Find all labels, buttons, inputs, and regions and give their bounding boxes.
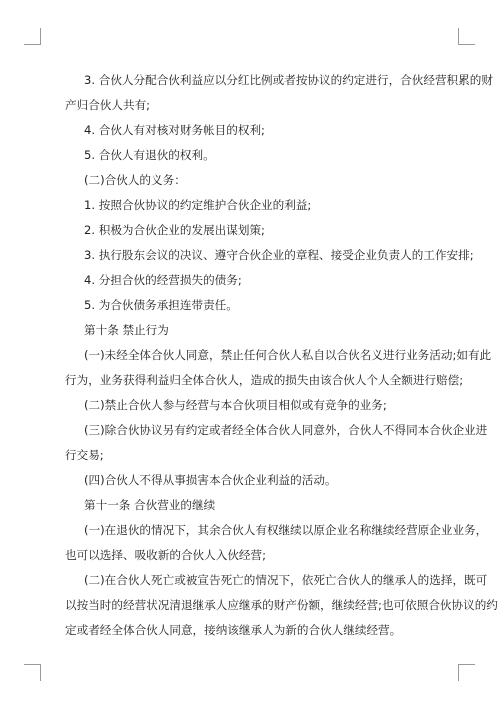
text-line: 1. 按照合伙协议的约定维护合伙企业的利益; (84, 198, 312, 212)
text-line: 也可以选择、吸收新的合伙人入伙经营; (65, 548, 267, 562)
text-line: 行交易; (65, 448, 104, 462)
text-line: (一)在退伙的情况下，其余合伙人有权继续以原企业名称继续经营原企业业务， (84, 523, 488, 537)
text-line: (一)未经全体合伙人同意，禁止任何合伙人私自以合伙名义进行业务活动;如有此 (84, 348, 492, 362)
text-line: 4. 分担合伙的经营损失的债务; (84, 273, 242, 287)
article-heading: 第十条 禁止行为 (84, 323, 169, 337)
text-line: (二)禁止合伙人参与经营与本合伙项目相似或有竞争的业务; (84, 398, 387, 412)
text-line: 4. 合伙人有对核对财务帐目的权利; (84, 123, 265, 137)
crop-mark-top-left (24, 28, 41, 45)
text-line: 2. 积极为合伙企业的发展出谋划策; (84, 223, 265, 237)
section-heading: (二)合伙人的义务： (84, 173, 186, 187)
text-line: (四)合伙人不得从事损害本合伙企业利益的活动。 (84, 473, 337, 487)
text-line: (二)在合伙人死亡或被宣告死亡的情况下，依死亡合伙人的继承人的选择，既可 (84, 573, 488, 587)
crop-mark-bottom-left (24, 664, 41, 681)
text-line: 3. 执行股东会议的决议、遵守合伙企业的章程、接受企业负责人的工作安排; (84, 248, 474, 262)
text-line: 5. 合伙人有退伙的权利。 (84, 148, 215, 162)
text-line: 行为，业务获得利益归全体合伙人，造成的损失由该合伙人个人全额进行赔偿; (65, 373, 464, 387)
text-line: 3. 合伙人分配合伙利益应以分红比例或者按协议的约定进行，合伙经营积累的财 (84, 73, 493, 87)
crop-mark-bottom-right (458, 664, 475, 681)
text-line: 以按当时的经营状况清退继承人应继承的财产份额，继续经营;也可依照合伙协议的约 (65, 598, 498, 612)
text-line: 定或者经全体合伙人同意，接纳该继承人为新的合伙人继续经营。 (65, 623, 402, 637)
text-line: 5. 为合伙债务承担连带责任。 (84, 298, 238, 312)
text-line: (三)除合伙协议另有约定或者经全体合伙人同意外，合伙人不得同本合伙企业进 (84, 423, 488, 437)
text-line: 产归合伙人共有; (65, 98, 151, 112)
crop-mark-top-right (458, 28, 475, 45)
article-heading: 第十一条 合伙营业的继续 (84, 498, 216, 512)
